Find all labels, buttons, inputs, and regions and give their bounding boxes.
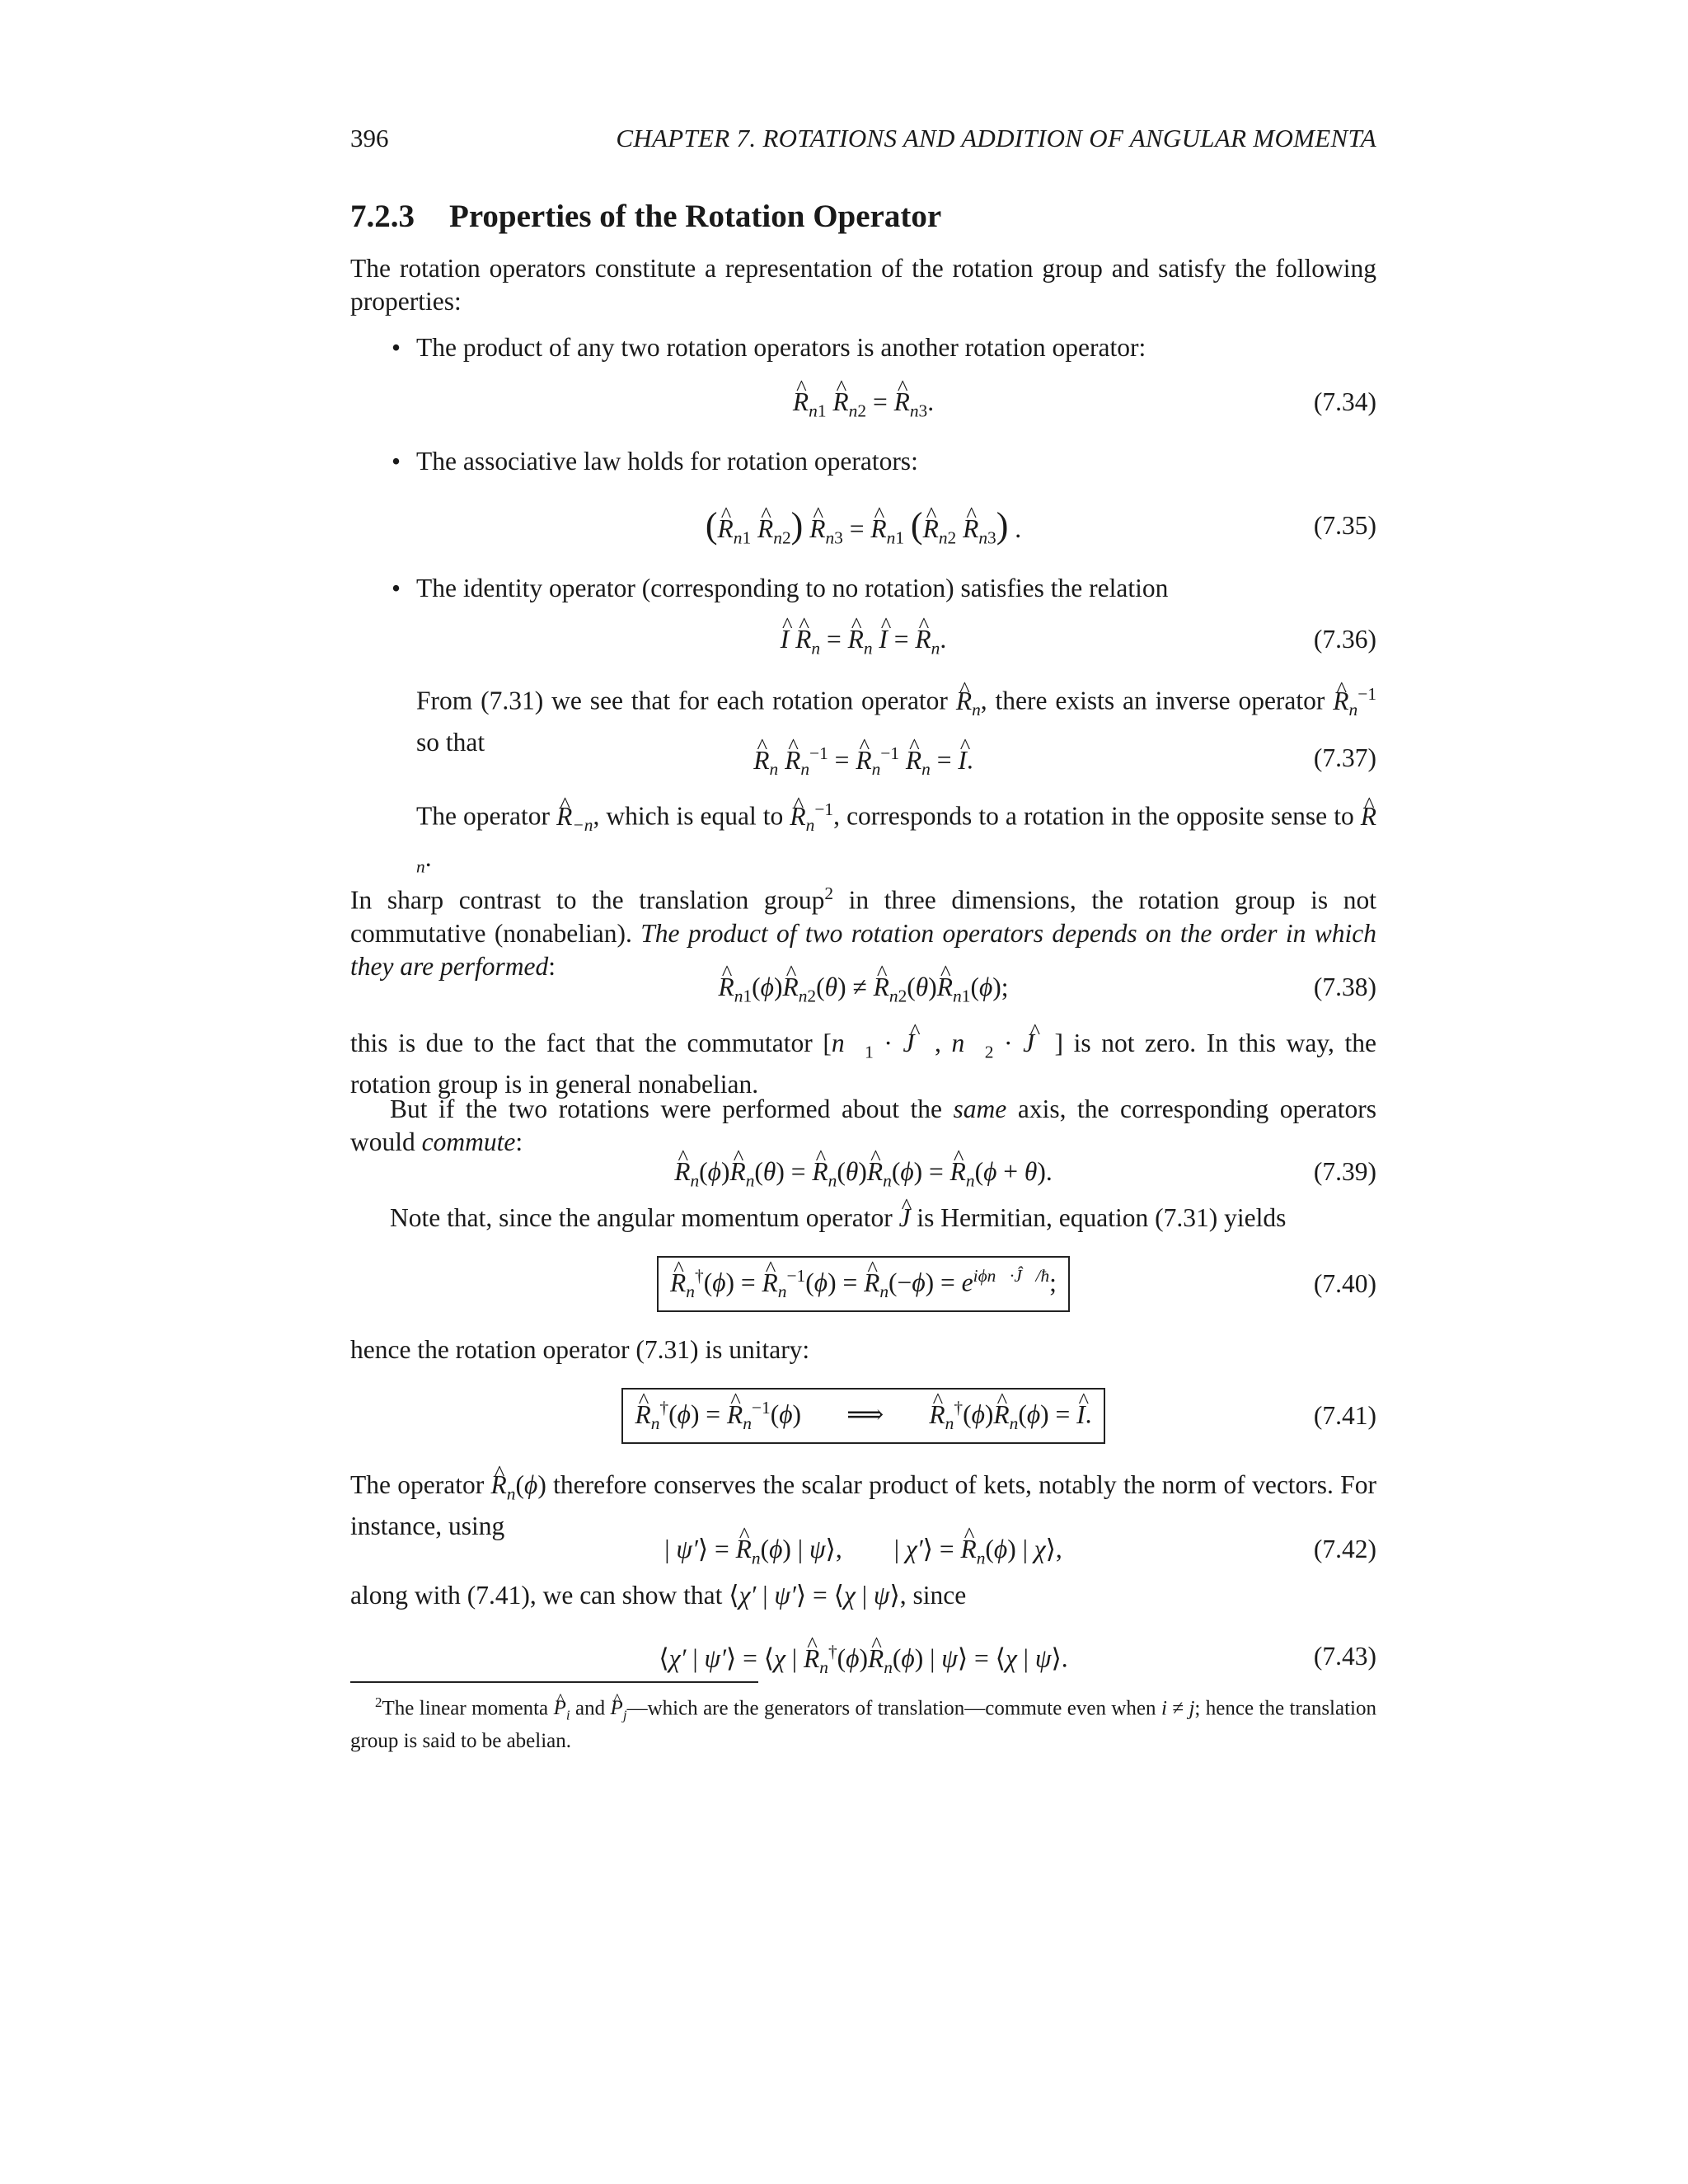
equation-body: ^ I ^ $R_n$ = ^ $R_n$ ^ I = ^ $R_n$. <box>350 625 1376 658</box>
equation-body: ^ $R_{n1}(\phi)\^{}$ $R_{n2}(\theta)$ ≠ ^ $R_{n2}(\theta)\^{}$ $R_{n1}(\phi)$; <box>350 972 1376 1006</box>
footnote-mark: 2 <box>824 883 834 903</box>
boxed-equation: ^ $R_n^\dagger(\phi)$ = ^ $R_n^{-1}(\phi)$ = ^ $R_n(-\phi) = e^{i\phi n⃗\cdot Ĵ⃗/ħ}$; <box>657 1256 1070 1312</box>
equation-body: ^ $R_n$ ^ $R_n^{-1}$ = ^ $R_n^{-1}$ ^ $R_n$ = ^ I. <box>350 743 1376 780</box>
along-paragraph: along with (7.41), we can show that ⟨χ′ | ψ′⟩ = ⟨χ | ψ⟩, since <box>350 1581 967 1610</box>
section-number: 7.2.3 <box>350 199 415 234</box>
equation-7-35 <box>350 504 1376 549</box>
equation-7-36 <box>350 625 1376 669</box>
equation-number: (7.34) <box>1313 387 1376 416</box>
equation-body <box>350 1388 1376 1444</box>
equation-number: (7.43) <box>1313 1642 1376 1671</box>
equation-body <box>350 1256 1376 1312</box>
equation-number: (7.37) <box>1313 743 1376 772</box>
equation-body: | ψ′⟩ = ^ $R_n(\phi)$ | ψ⟩, | χ′⟩ = ^ $R_n(\phi)$ | χ⟩, <box>350 1535 1376 1568</box>
intro-paragraph: The rotation operators constitute a representation of the rotation group and satisfy the following properties: <box>350 254 1376 316</box>
chapter-title: CHAPTER 7. ROTATIONS AND ADDITION OF ANGULAR MOMENTA <box>616 124 1376 152</box>
equation-number: (7.39) <box>1313 1157 1376 1186</box>
equation-7-38 <box>350 972 1376 1017</box>
equation-7-41 <box>350 1388 1376 1446</box>
equation-7-43 <box>350 1642 1376 1686</box>
section-heading <box>350 198 941 235</box>
equation-body: ^ $R_n(\phi)\^{}$ $R_n(\theta)$ = ^ $R_n(\theta)\^{}$ $R_n(\phi)$ = ^ $R_n(\phi + \theta)$. <box>350 1157 1376 1191</box>
page-number: 396 <box>350 124 389 152</box>
commutator-paragraph: this is due to the fact that the commutator [$n⃗_1$ · ^ J⃗, $n⃗_2$ · ^ J⃗] is not zero. In this way, the rotation group is in general nonabelian. <box>350 1027 1376 1101</box>
equation-number: (7.35) <box>1313 511 1376 540</box>
footnote-rule <box>350 1681 758 1683</box>
equation-body: ^ $R_{n1}$ ^ $R_{n2}$ = ^ $R_{n3}$. <box>350 387 1376 421</box>
unitary-paragraph: hence the rotation operator (7.31) is unitary: <box>350 1335 810 1364</box>
footnote-number: 2 <box>375 1694 382 1710</box>
contrast-paragraph: In sharp contrast to the translation group$^2$ in three dimensions, the rotation group is not commutative (nonabelian). The product of two rotation operators depends on the order in which they are performed: <box>350 883 1376 981</box>
equation-number: (7.41) <box>1313 1401 1376 1430</box>
section-title: Properties of the Rotation Operator <box>449 199 942 234</box>
hermitian-paragraph: Note that, since the angular momentum operator ^ J is Hermitian, equation (7.31) yields <box>390 1202 1376 1235</box>
equation-number: (7.42) <box>1313 1535 1376 1563</box>
equation-number: (7.38) <box>1313 972 1376 1001</box>
equation-body: ⟨χ′ | ψ′⟩ = ⟨χ | ^ $R_n^\dagger(\phi)\^{}$ $R_n(\phi)$ | ψ⟩ = ⟨χ | ψ⟩. <box>350 1642 1376 1678</box>
equation-7-39 <box>350 1157 1376 1202</box>
conserve-paragraph: The operator ^ $R_n(\phi)$ therefore conserves the scalar product of kets, notably the norm of vectors. For instance, using <box>350 1469 1376 1543</box>
inverse-paragraph: From (7.31) we see that for each rotation operator ^ $R_n$, there exists an inverse operator ^ $R_n^{-1}$ so that <box>416 677 1376 759</box>
equation-7-40 <box>350 1256 1376 1314</box>
equation-number: (7.40) <box>1313 1269 1376 1298</box>
same-axis-paragraph: But if the two rotations were performed about the same axis, the corresponding operators would commute: <box>350 1094 1377 1156</box>
equation-7-42 <box>350 1535 1376 1579</box>
equation-7-34 <box>350 387 1376 432</box>
equation-7-37 <box>350 743 1376 788</box>
footnote: $^2$The linear momenta ^ $P_i$ and ^ $P_j—which$ are the generators of translation—commute even when i ≠ j; hence the translation group is said to be abelian. <box>350 1690 1376 1755</box>
equation-body: (^ $R_{n1}$ ^ $R_{n2}$) ^ $R_{n3}$ = ^ $R_{n1}$ (^ $R_{n2}$ ^ $R_{n3}$) . <box>350 504 1376 548</box>
running-header <box>350 124 1376 162</box>
boxed-equation: ^ $R_n^\dagger(\phi)$ = ^ $R_n^{-1}(\phi)$ ⟹ ^ $R_n^\dagger(\phi)\^{}$ $R_n(\phi)$ = ^ I. <box>621 1388 1104 1444</box>
opposite-paragraph: The operator ^ $R_{-n}$, which is equal to ^ $R_n^{-1}$, corresponds to a rotation in the opposite sense to ^ $R_n$. <box>416 793 1376 883</box>
equation-number: (7.36) <box>1313 625 1376 654</box>
